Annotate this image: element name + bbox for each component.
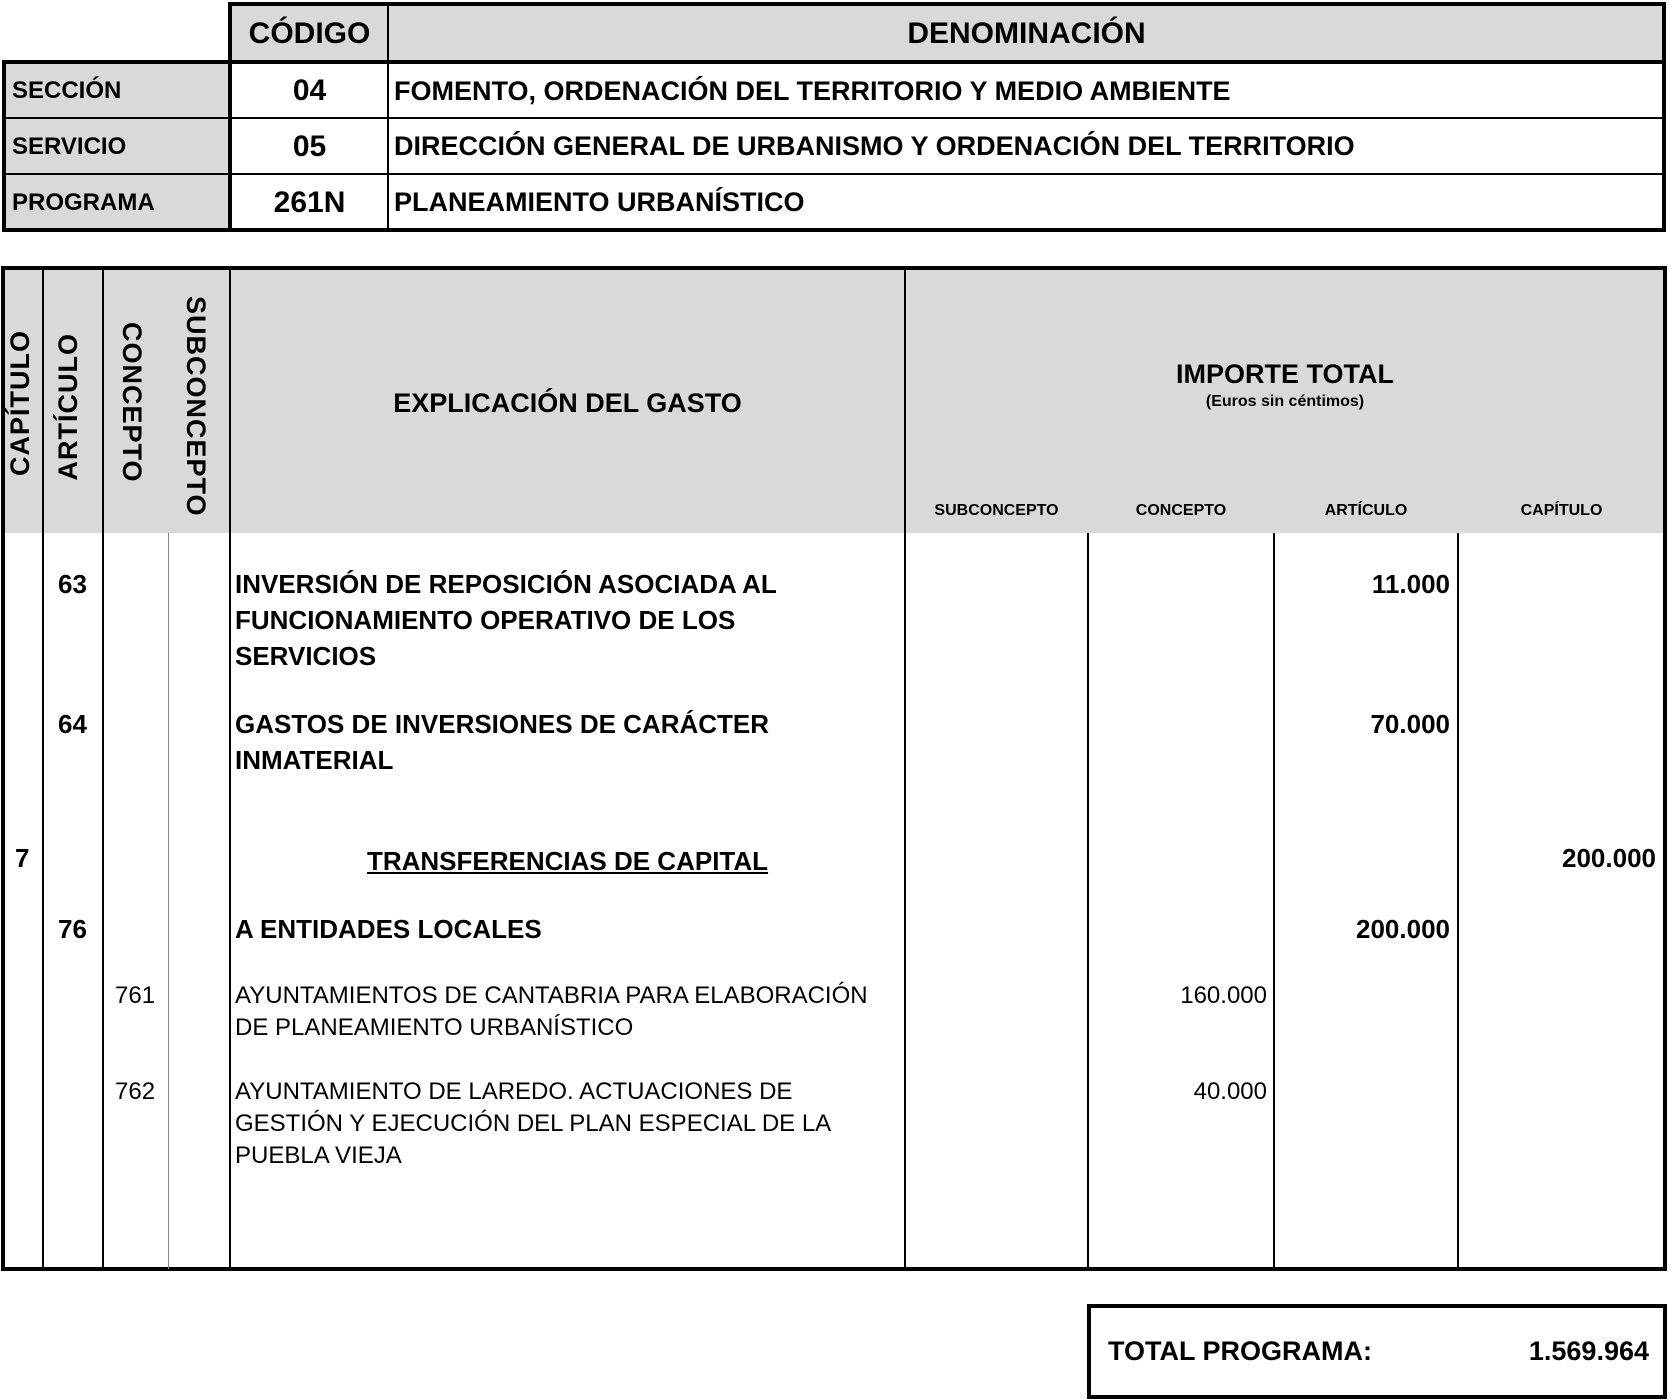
servicio-label: SERVICIO [12, 132, 127, 160]
amount-concepto: 40.000 [1193, 1078, 1267, 1105]
articulo-col-header: ARTÍCULO [53, 333, 83, 481]
row-text: AYUNTAMIENTOS DE CANTABRIA PARA ELABORACIÓN DE PLANEAMIENTO URBANÍSTICO [235, 982, 868, 1041]
row-text: TRANSFERENCIAS DE CAPITAL [366, 846, 769, 876]
total-value: 1.569.964 [1528, 1336, 1649, 1366]
amount-articulo-header: ARTÍCULO [1324, 502, 1408, 519]
articulo-code: 76 [58, 914, 87, 944]
amount-articulo: 70.000 [1370, 709, 1450, 739]
amount-capitulo-header: CAPÍTULO [1520, 502, 1603, 519]
amount-capitulo: 200.000 [1562, 843, 1656, 873]
row-text: AYUNTAMIENTO DE LAREDO. ACTUACIONES DE GESTIÓN Y EJECUCIÓN DEL PLAN ESPECIAL DE LA PUEBLA VIEJA [235, 1078, 830, 1169]
row-text: INVERSIÓN DE REPOSICIÓN ASOCIADA AL FUNCIONAMIENTO OPERATIVO DE LOS SERVICIOS [235, 569, 777, 671]
row-text: A ENTIDADES LOCALES [235, 914, 542, 944]
capitulo-code: 7 [15, 843, 30, 873]
articulo-code: 64 [58, 709, 87, 739]
capitulo-col-header: CAPÍTULO [5, 330, 35, 476]
importe-total-subtitle: (Euros sin céntimos) [1205, 393, 1365, 410]
explicacion-header: EXPLICACIÓN DEL GASTO [393, 387, 742, 418]
row-text: GASTOS DE INVERSIONES DE CARÁCTER INMATERIAL [235, 709, 770, 775]
programa-label: PROGRAMA [12, 188, 155, 216]
amount-subconcepto-header: SUBCONCEPTO [934, 502, 1059, 519]
servicio-name: DIRECCIÓN GENERAL DE URBANISMO Y ORDENACIÓN DEL TERRITORIO [394, 131, 1355, 161]
subconcepto-col-header: SUBCONCEPTO [181, 296, 211, 517]
amount-concepto: 160.000 [1180, 982, 1267, 1009]
importe-total-header: IMPORTE TOTAL [1176, 358, 1394, 389]
programa-code: 261N [273, 185, 346, 219]
articulo-code: 63 [58, 569, 87, 599]
denominacion-header: DENOMINACIÓN [907, 16, 1146, 50]
total-label: TOTAL PROGRAMA: [1108, 1336, 1372, 1366]
amount-concepto-header: CONCEPTO [1135, 502, 1227, 519]
amount-articulo: 200.000 [1356, 914, 1450, 944]
servicio-code: 05 [292, 129, 327, 163]
seccion-label: SECCIÓN [12, 77, 122, 104]
concepto-col-header: CONCEPTO [117, 322, 147, 483]
amount-articulo: 11.000 [1371, 569, 1450, 599]
codigo-header: CÓDIGO [248, 16, 371, 50]
seccion-code: 04 [292, 74, 327, 107]
total-programa-box [1087, 1304, 1667, 1399]
concepto-code: 762 [115, 1078, 156, 1105]
programa-name: PLANEAMIENTO URBANÍSTICO [394, 187, 805, 217]
concepto-code: 761 [115, 982, 156, 1009]
seccion-name: FOMENTO, ORDENACIÓN DEL TERRITORIO Y MEDIO AMBIENTE [394, 75, 1231, 106]
